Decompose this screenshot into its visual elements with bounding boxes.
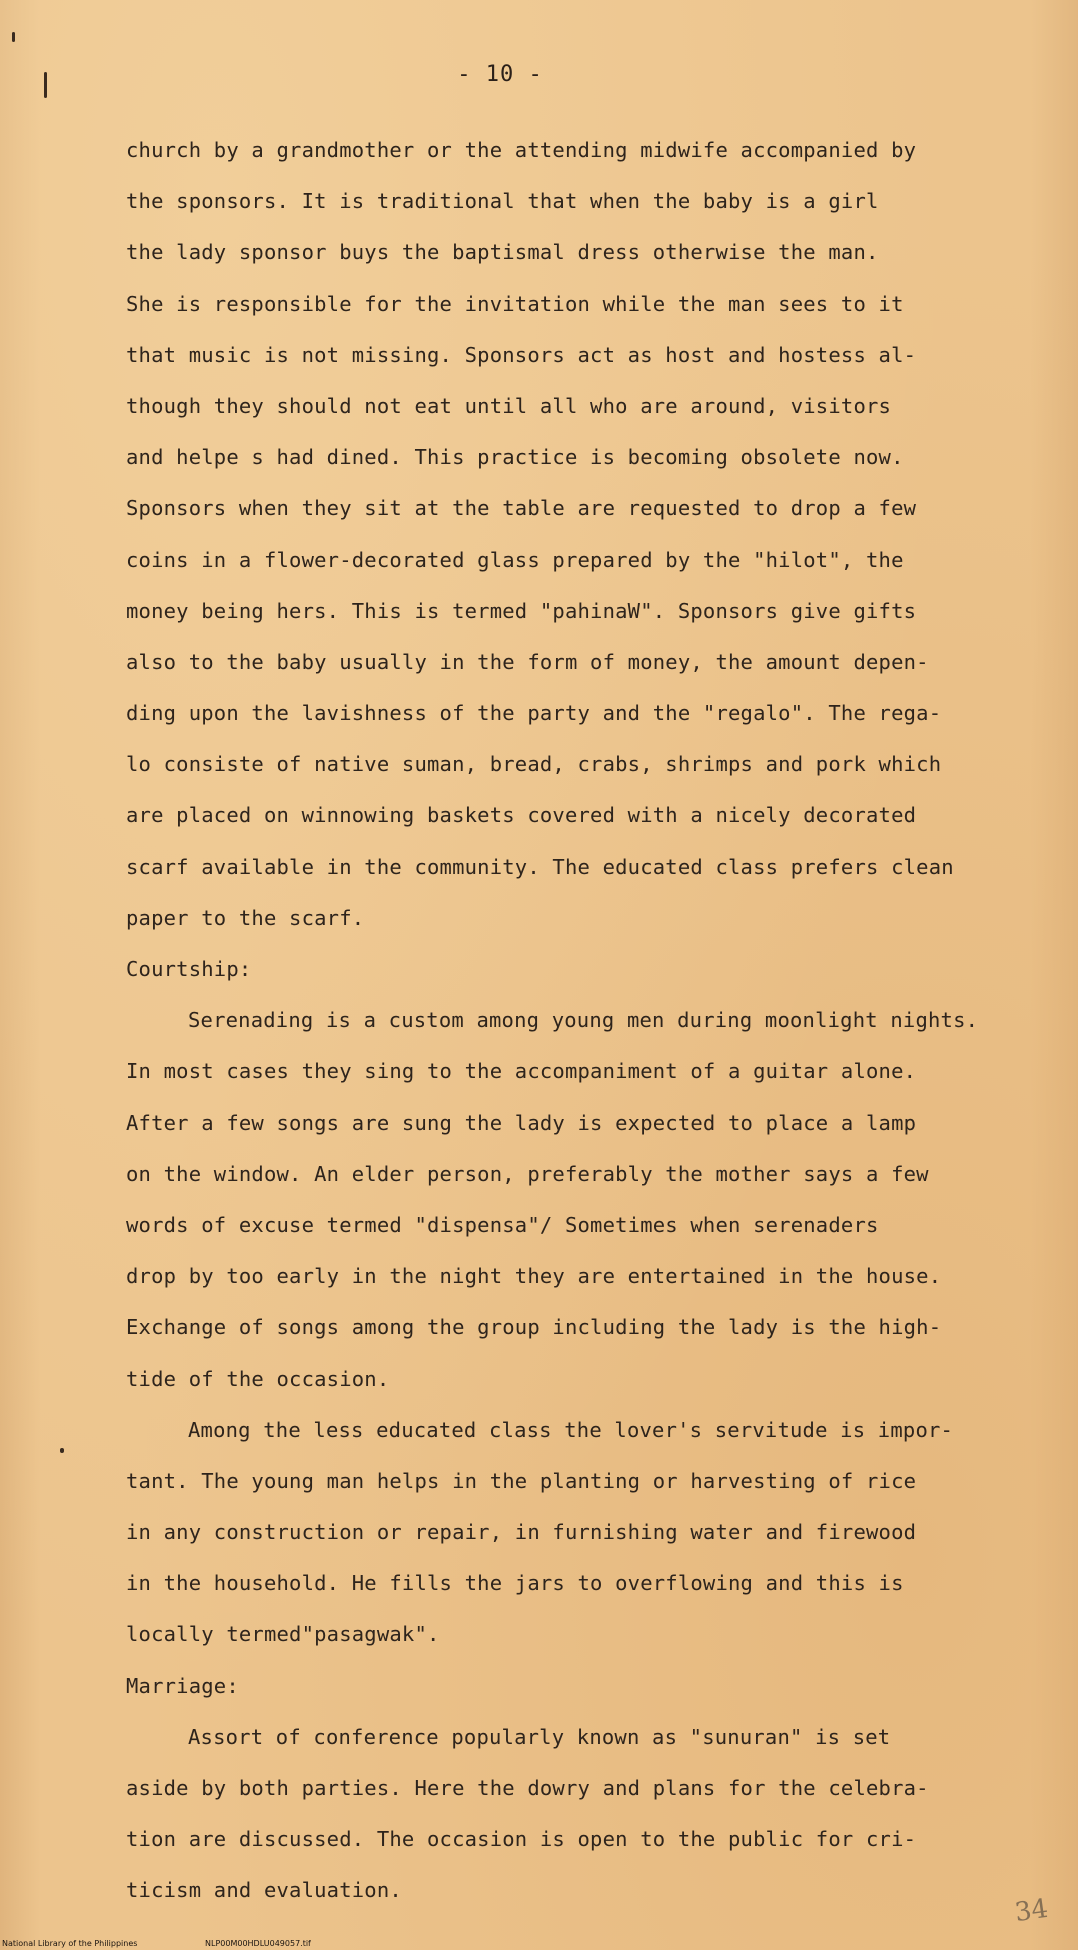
body-text <box>126 125 1006 1917</box>
text-line: After a few songs are sung the lady is expected to place a lamp <box>126 1110 917 1135</box>
paragraph <box>126 1405 1006 1661</box>
text-line: Serenading is a custom among young men during moonlight nights. <box>188 1008 979 1033</box>
footer-file-name: NLP00M00HDLU049057.tif <box>205 1939 311 1948</box>
paragraph <box>126 1712 1006 1917</box>
text-line: money being hers. This is termed "pahinaW". Sponsors give gifts <box>126 598 917 623</box>
text-line: ding upon the lavishness of the party and the "regalo". The rega- <box>126 701 942 726</box>
heading-text: Courtship: <box>126 957 252 981</box>
text-line: church by a grandmother or the attending midwife accompanied by <box>126 138 917 162</box>
text-line: lo consiste of native suman, bread, crabs, shrimps and pork which <box>126 752 942 777</box>
text-line: tide of the occasion. <box>126 1366 390 1391</box>
text-line: tant. The young man helps in the planting or harvesting of rice <box>126 1468 917 1493</box>
text-line: though they should not eat until all who are around, visitors <box>126 393 892 418</box>
text-line: are placed on winnowing baskets covered with a nicely decorated <box>126 803 917 828</box>
text-line: ticism and evaluation. <box>126 1878 402 1903</box>
text-line: words of excuse termed "dispensa"/ Sometimes when serenaders <box>126 1212 879 1237</box>
footer-library: National Library of the Philippines <box>2 1939 138 1948</box>
text-line: aside by both parties. Here the dowry and plans for the celebra- <box>126 1776 929 1800</box>
paragraph <box>126 125 1006 944</box>
text-line: locally termed"pasagwak". <box>126 1622 440 1647</box>
text-line: Among the less educated class the lover's servitude is impor- <box>188 1417 954 1442</box>
margin-mark <box>12 32 15 42</box>
text-line: on the window. An elder person, preferably the mother says a few <box>126 1161 929 1186</box>
corner-page-mark: 34 <box>1012 1893 1050 1929</box>
text-line: Assort of conference popularly known as "sunuran" is set <box>188 1724 891 1749</box>
text-line: and helpe s had dined. This practice is becoming obsolete now. <box>126 445 904 470</box>
text-line: scarf available in the community. The educated class prefers clean <box>126 854 954 879</box>
text-line: in any construction or repair, in furnishing water and firewood <box>126 1520 917 1545</box>
text-line: drop by too early in the night they are entertained in the house. <box>126 1264 942 1289</box>
text-line: paper to the scarf. <box>126 905 365 930</box>
text-line: Exchange of songs among the group including the lady is the high- <box>126 1315 942 1340</box>
section-heading <box>126 944 1006 995</box>
section-heading <box>126 1661 1006 1712</box>
text-line: that music is not missing. Sponsors act as host and hostess al- <box>126 342 917 367</box>
text-line: the lady sponsor buys the baptismal dress otherwise the man. <box>126 240 879 265</box>
text-line: in the household. He fills the jars to overflowing and this is <box>126 1571 904 1596</box>
text-line: the sponsors. It is traditional that when the baby is a girl <box>126 189 879 214</box>
page-number: - 10 - <box>457 62 543 87</box>
margin-mark <box>44 72 47 98</box>
heading-text: Marriage: <box>126 1673 239 1698</box>
text-line: coins in a flower-decorated glass prepared by the "hilot", the <box>126 547 904 572</box>
text-line: also to the baby usually in the form of money, the amount depen- <box>126 649 929 674</box>
margin-mark <box>60 1448 64 1453</box>
text-line: She is responsible for the invitation while the man sees to it <box>126 291 904 316</box>
text-line: tion are discussed. The occasion is open to the public for cri- <box>126 1827 917 1852</box>
text-line: In most cases they sing to the accompaniment of a guitar alone. <box>126 1059 917 1084</box>
text-line: Sponsors when they sit at the table are requested to drop a few <box>126 496 917 521</box>
paragraph <box>126 995 1006 1405</box>
